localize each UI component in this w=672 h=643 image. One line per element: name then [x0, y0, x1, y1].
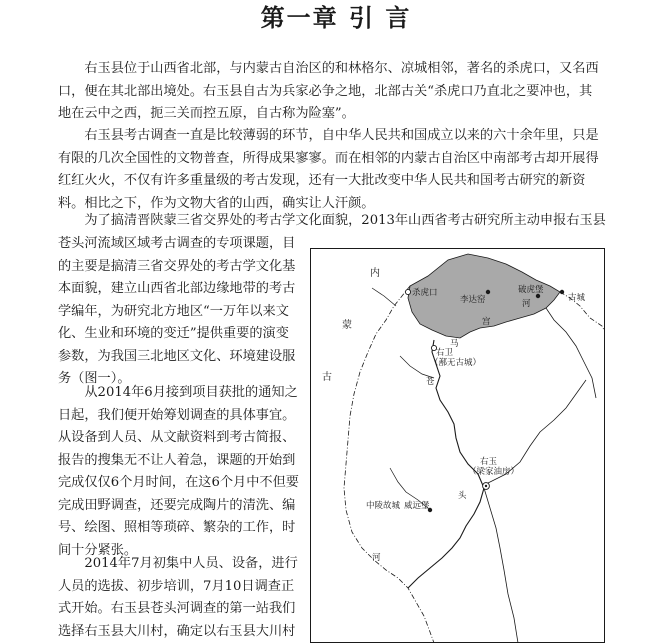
map-label-tou: 头	[458, 491, 467, 501]
text-line: 红红火火，不仅有许多重量级的考古发现，还有一大批改变中华人民共和国考古研究的新资	[58, 173, 586, 188]
text-line: 化、生业和环境的变迁”提供重要的演变	[58, 326, 289, 341]
text-line: 完成仅仅6个月时间，在这6个月中不但要	[58, 475, 299, 490]
text-line: 完成田野调查，还要完成陶片的清洗、编	[58, 497, 296, 513]
chapter-title: 第一章 引 言	[260, 3, 412, 32]
map-label-meng: 蒙	[342, 320, 352, 331]
text-line: 2014年7月初集中人员、设备，进行	[58, 556, 298, 571]
text-line: 从2014年6月接到项目获批的通知之	[58, 385, 298, 400]
text-line: 苍头河流域区域考古调查的专项课题，目	[58, 236, 296, 251]
site-marker-lidagou	[486, 290, 490, 294]
map-label-youwei: 右卫	[436, 348, 454, 358]
text-line: 料。相比之下，作为文物大省的山西，确实让人汗颜。	[58, 195, 375, 211]
map-label-zhongling: 中陵故城	[366, 501, 401, 511]
paragraph-5	[58, 553, 298, 643]
map-river-north	[372, 288, 396, 306]
map-label-gong: 宫	[482, 317, 491, 327]
map-label-river-left: 河	[372, 553, 381, 563]
text-line: 参数，为我国三北地区文化、环境建设服	[58, 348, 296, 364]
text-line: 式开始。右玉县苍头河调查的第一站我们	[58, 601, 296, 616]
text-line: 学编年，为研究北方地区“一万年以来文	[58, 303, 289, 319]
paragraph-3-column	[58, 233, 298, 391]
text-line: 日起，我们便开始筹划调查的具体事宜。	[58, 407, 296, 423]
text-line: 间十分紧张。	[58, 542, 138, 558]
text-line: 右玉县考古调查一直是比较薄弱的环节，自中华人民共和国成立以来的六十余年里，只是	[58, 128, 599, 143]
map-label-pohubao: 破虎堡	[518, 285, 544, 295]
map-label-nei: 内	[370, 268, 380, 279]
text-line: 人员的选拔、初步培训，7月10日调查正	[58, 578, 295, 594]
map-label-shahukou: 杀虎口	[412, 288, 438, 298]
map-label-youyu-sub: （梁家油房）	[468, 467, 520, 477]
map-label-cang: 苍	[426, 377, 435, 387]
survey-map	[310, 248, 605, 643]
paragraph-2	[58, 125, 603, 215]
text-line: 的主要是搞清三省交界处的考古学文化基	[58, 258, 296, 274]
map-label-gucheng: 古城	[568, 293, 586, 303]
map-label-river-right: 河	[522, 299, 531, 309]
text-line: 报告的搜集无不让人着急，课题的开始到	[58, 452, 296, 468]
text-line: 口，便在其北部出境处。右玉县自古为兵家必争之地，北部古关“杀虎口乃直北之要冲也，其	[58, 83, 593, 99]
paragraph-4	[58, 382, 298, 562]
map-river-cangtou	[408, 340, 484, 588]
text-line: 从设备到人员、从文献资料到考古简报、	[58, 430, 296, 445]
text-line: 选择右玉县大川村，确定以右玉县大川村	[58, 623, 296, 639]
paragraph-1	[58, 58, 603, 126]
text-line: 本面貌，建立山西省北部边缘地带的考古	[58, 281, 296, 296]
map-label-ma: 马	[450, 339, 459, 349]
map-label-youwei-sub: （鄯无古城）	[430, 358, 482, 368]
map-label-lidagou: 李达窑	[460, 295, 486, 305]
map-river-east	[546, 308, 596, 398]
text-line: 有限的几次全国性的文物普查，所得成果寥寥。而在相邻的内蒙古自治区中南部考古却开展得	[58, 150, 599, 166]
text-line: 为了搞清晋陕蒙三省交界处的考古学文化面貌，2013年山西省考古研究所主动申报右玉县	[58, 213, 606, 228]
map-label-youyu: 右玉	[480, 457, 498, 467]
map-river-south	[484, 488, 518, 643]
paragraph-3-intro	[58, 210, 606, 233]
map-label-gu: 古	[322, 372, 332, 383]
text-line: 务（图一）。	[58, 371, 131, 386]
site-marker-youyu-inner	[485, 485, 487, 487]
map-boundary-west	[344, 286, 434, 643]
text-line: 地在云中之西，扼三关而控五原，自古称为险塞”。	[58, 106, 355, 121]
text-line: 号、绘图、照相等琐碎、繁杂的工作，时	[58, 520, 296, 535]
map-label-weiyuanbao: 威远堡	[404, 501, 430, 511]
site-marker-gucheng	[560, 290, 564, 294]
site-marker-shahukou	[405, 289, 410, 294]
survey-map-figure	[310, 248, 605, 643]
map-river-west-2	[400, 356, 434, 378]
text-line: 右玉县位于山西省北部，与内蒙古自治区的和林格尔、凉城相邻，著名的杀虎口，又名西	[58, 61, 599, 76]
